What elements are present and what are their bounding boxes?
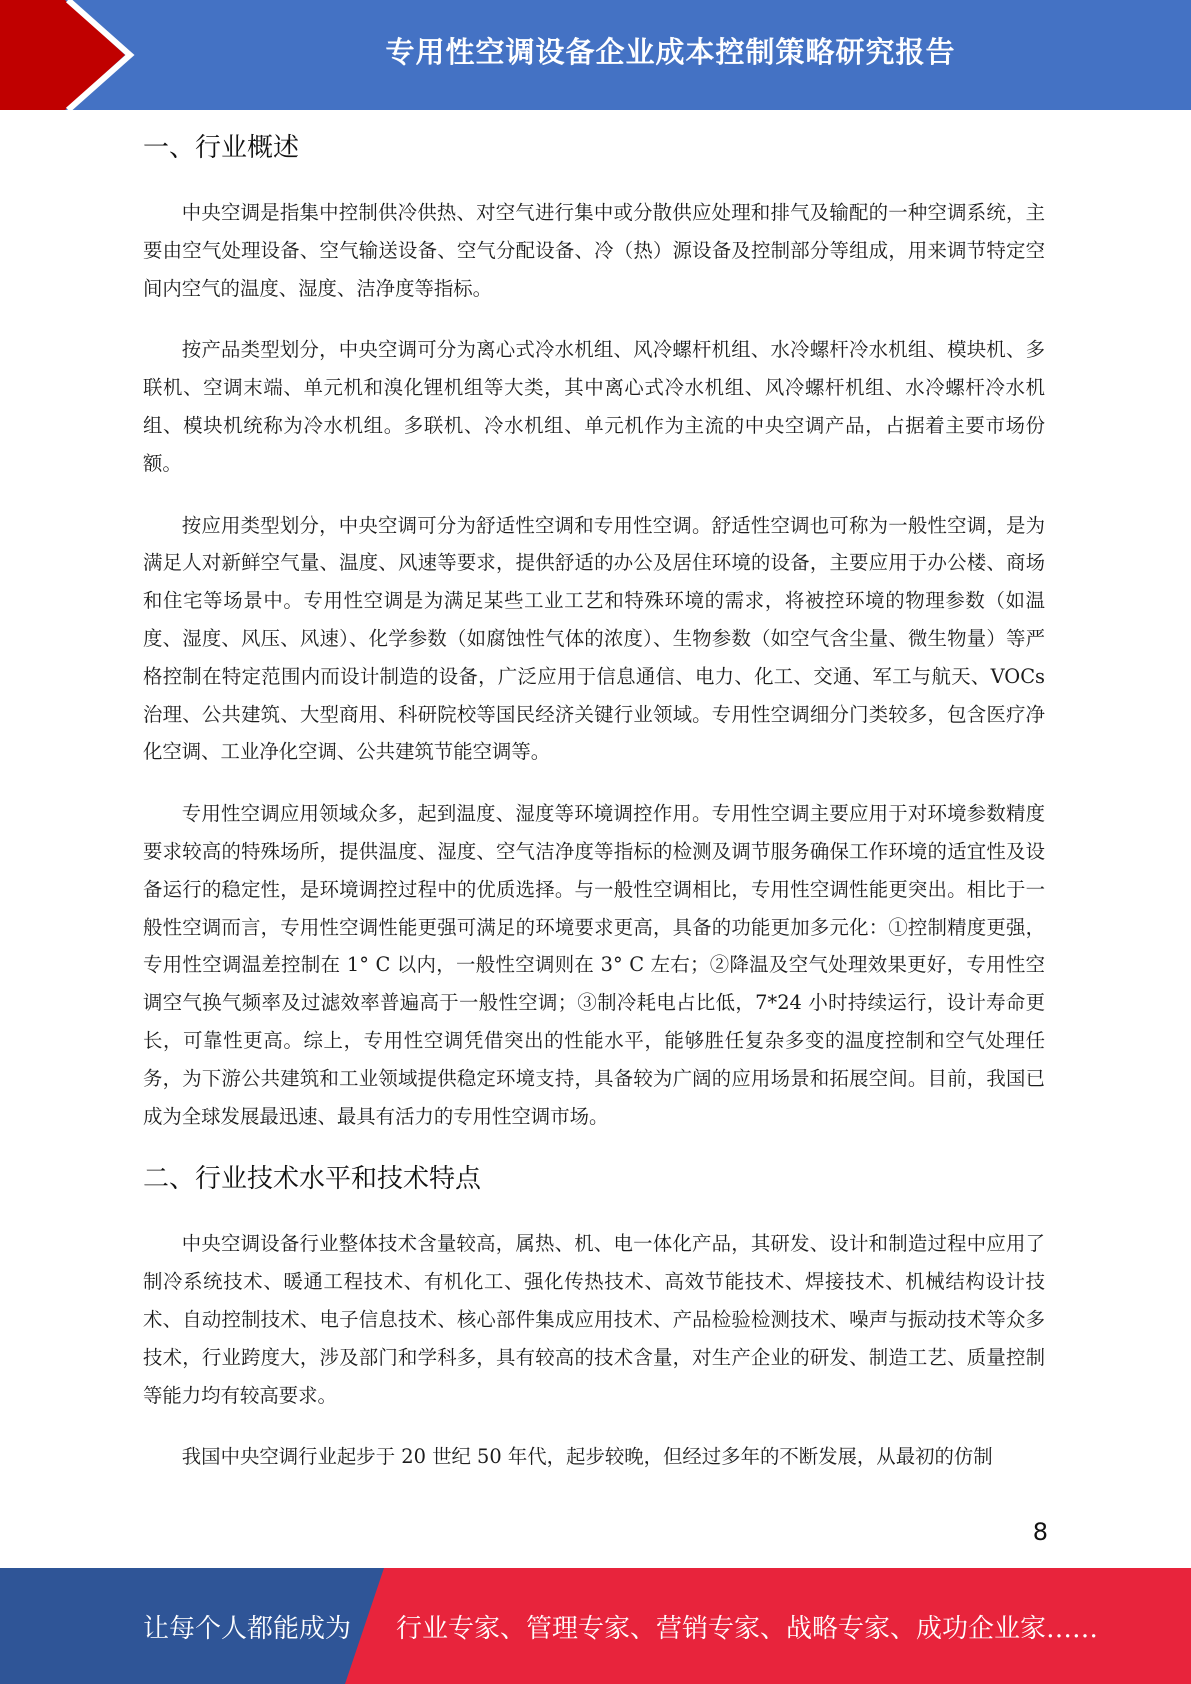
paragraph: 按产品类型划分，中央空调可分为离心式冷水机组、风冷螺杆机组、水冷螺杆冷水机组、模块机、多联机、空调末端、单元机和溴化锂机组等大类，其中离心式冷水机组、风冷螺杆机组、水冷螺杆冷水机组、模块机统称为冷水机组。多联机、冷水机组、单元机作为主流的中央空调产品，占据着主要市场份额。 bbox=[143, 338, 1045, 475]
paragraph: 按应用类型划分，中央空调可分为舒适性空调和专用性空调。舒适性空调也可称为一般性空调，是为满足人对新鲜空气量、温度、风速等要求，提供舒适的办公及居住环境的设备，主要应用于办公楼、商场和住宅等场景中。专用性空调是为满足某些工业工艺和特殊环境的需求，将被控环境的物理参数（如温度、湿度、风压、风速）、化学参数（如腐蚀性气体的浓度）、生物参数（如空气含尘量、微生物量）等严格控制在特定范围内而设计制造的设备，广泛应用于信息通信、电力、化工、交通、军工与航天、VOCs 治理、公共建筑、大型商用、科研院校等国民经济关键行业领域。专用性空调细分门类较多，包含医疗净化空调、工业净化空调、公共建筑节能空调等。 bbox=[143, 513, 1045, 764]
page-number: 8 bbox=[1032, 1518, 1048, 1546]
section-heading-technology: 二、行业技术水平和技术特点 bbox=[143, 1164, 482, 1195]
footer-slogan-right: 行业专家、管理专家、营销专家、战略专家、成功企业家…… bbox=[396, 1613, 1099, 1644]
section-heading-overview: 一、行业概述 bbox=[143, 133, 300, 163]
paragraph: 专用性空调应用领域众多，起到温度、湿度等环境调控作用。专用性空调主要应用于对环境参数精度要求较高的特殊场所，提供温度、湿度、空气洁净度等指标的检测及调节服务确保工作环境的适宜性及设备运行的稳定性，是环境调控过程中的优质选择。与一般性空调相比，专用性空调性能更突出。相比于一般性空调而言，专用性空调性能更强可满足的环境要求更高，具备的功能更加多元化：①控制精度更强，专用性空调温差控制在 1° C 以内，一般性空调则在 3° C 左右；②降温及空气处理效果更好，专用性空调空气换气频率及过滤效率普遍高于一般性空调；③制冷耗电占比低，7*24 小时持续运行，设计寿命更长，可靠性更高。综上，专用性空调凭借突出的性能水平，能够胜任复杂多变的温度控制和空气处理任务，为下游公共建筑和工业领域提供稳定环境支持，具备较为广阔的应用场景和拓展空间。目前，我国已成为全球发展最迅速、最具有活力的专用性空调市场。 bbox=[143, 802, 1045, 1128]
footer-slogan-left: 让每个人都能成为 bbox=[143, 1613, 352, 1644]
report-title: 专用性空调设备企业成本控制策略研究报告 bbox=[385, 34, 956, 69]
paragraph: 中央空调设备行业整体技术含量较高，属热、机、电一体化产品，其研发、设计和制造过程中应用了制冷系统技术、暖通工程技术、有机化工、强化传热技术、高效节能技术、焊接技术、机械结构设计技术、自动控制技术、电子信息技术、核心部件集成应用技术、产品检验检测技术、噪声与振动技术等众多技术，行业跨度大，涉及部门和学科多，具有较高的技术含量，对生产企业的研发、制造工艺、质量控制等能力均有较高要求。 bbox=[143, 1232, 1045, 1407]
paragraph: 我国中央空调行业起步于 20 世纪 50 年代，起步较晚，但经过多年的不断发展，从最初的仿制 bbox=[181, 1445, 993, 1469]
page-footer bbox=[0, 1568, 1191, 1684]
page-header bbox=[0, 0, 1191, 110]
main-content bbox=[143, 128, 1045, 1500]
paragraph: 中央空调是指集中控制供冷供热、对空气进行集中或分散供应处理和排气及输配的一种空调系统，主要由空气处理设备、空气输送设备、空气分配设备、冷（热）源设备及控制部分等组成，用来调节特定空间内空气的温度、湿度、洁净度等指标。 bbox=[143, 201, 1045, 300]
